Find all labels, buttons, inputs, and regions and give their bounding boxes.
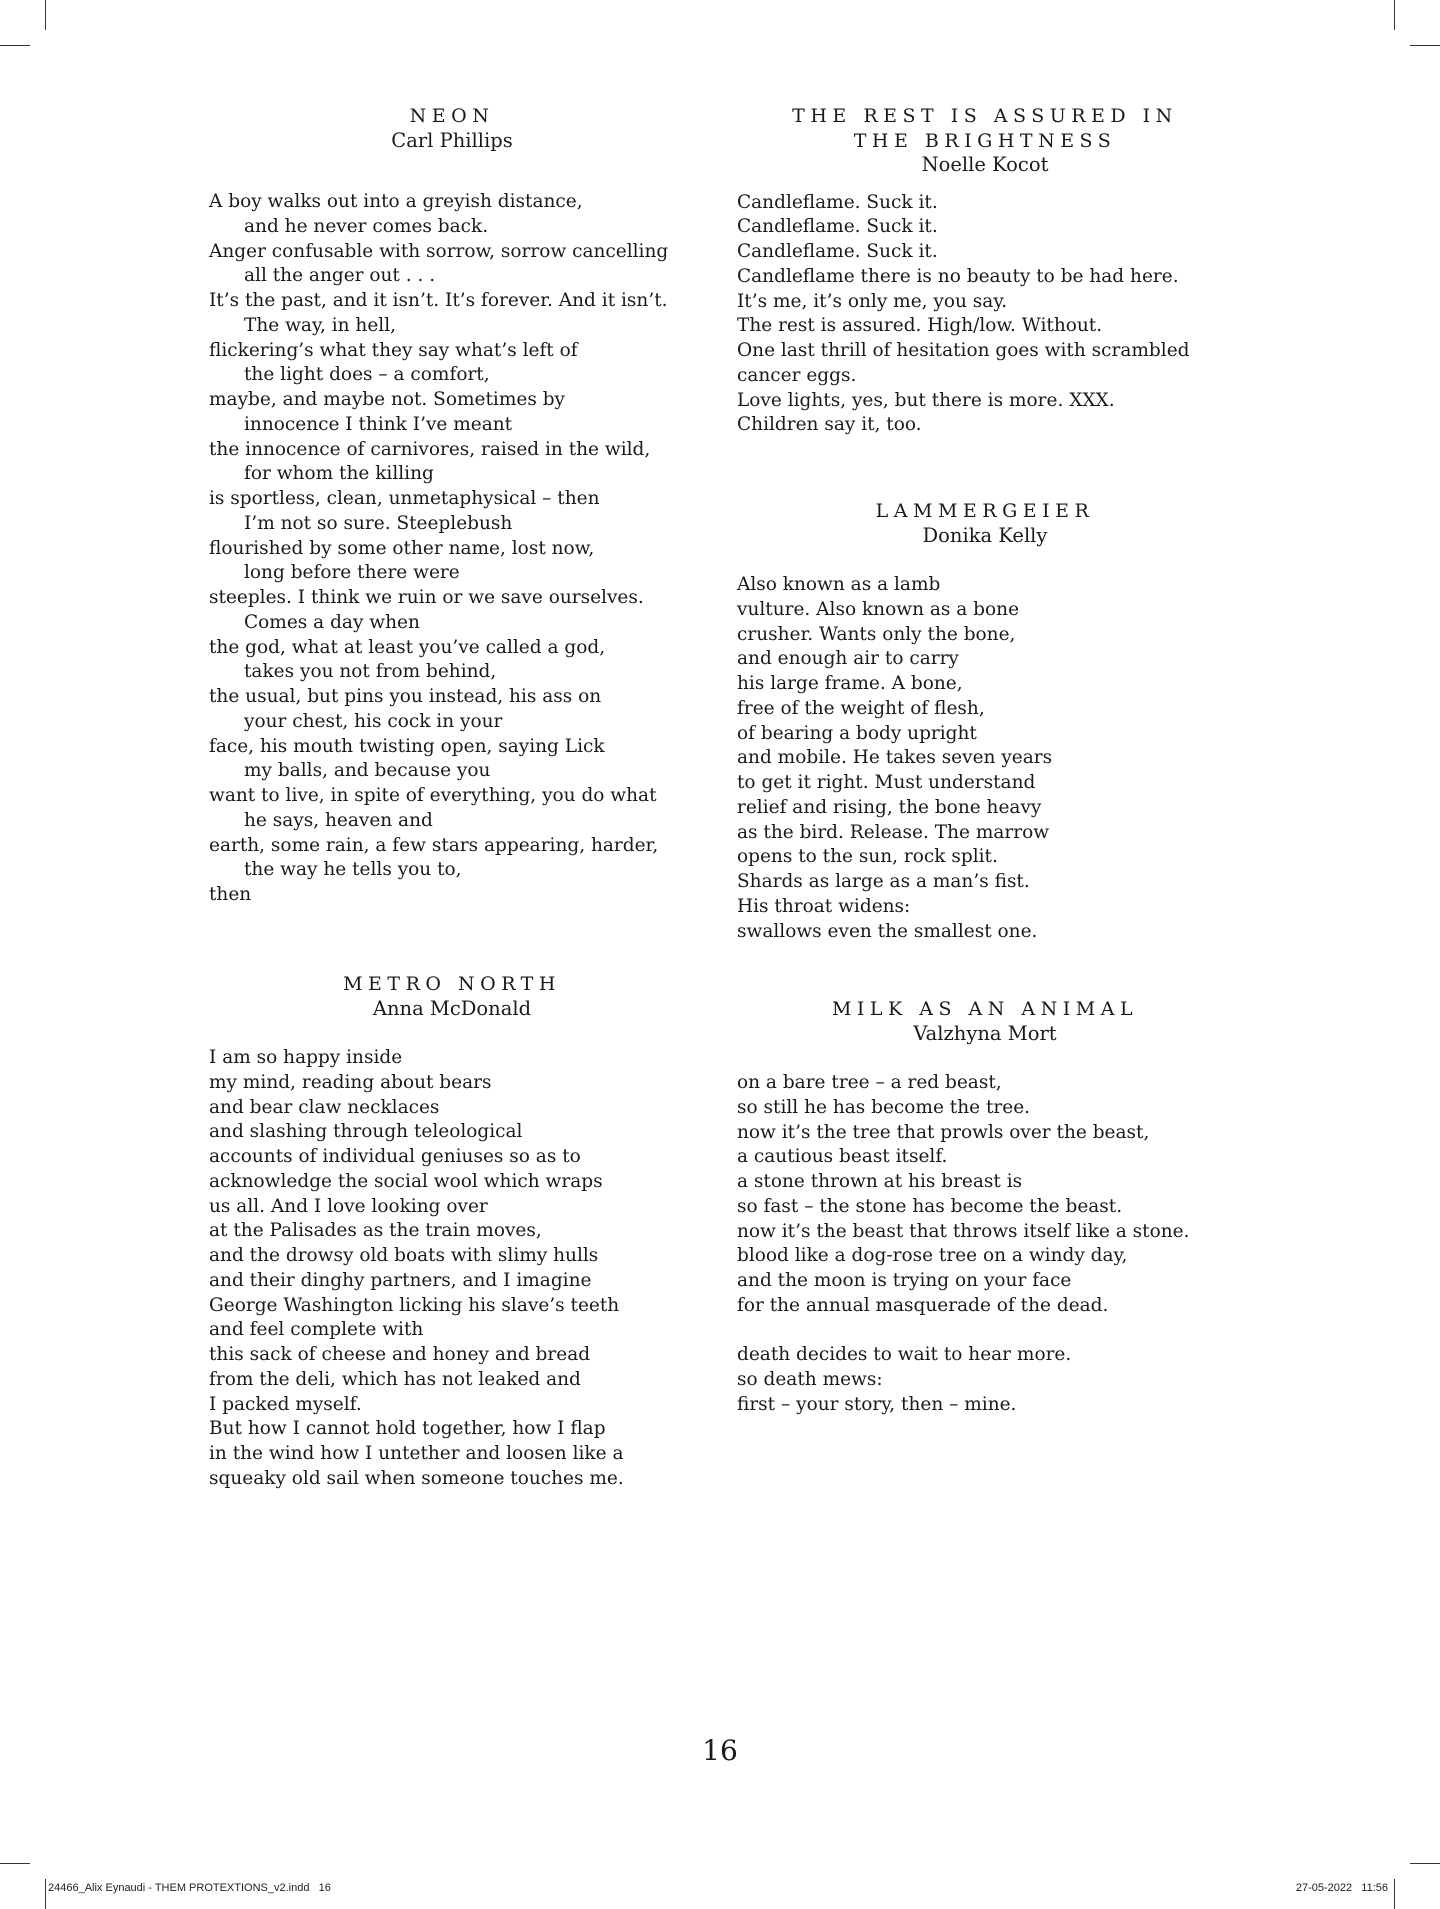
poem-line: I’m not so sure. Steeplebush: [244, 512, 513, 534]
poem-line: Candleflame. Suck it.: [737, 191, 938, 213]
poem-header: [737, 104, 1233, 178]
poem-line: and he never comes back.: [244, 215, 489, 237]
poem-line: long before there were: [244, 562, 460, 584]
poem-line: face, his mouth twisting open, saying Lick: [209, 735, 605, 757]
poem-line: Love lights, yes, but there is more. XXX.: [737, 389, 1115, 411]
poem-line: as the bird. Release. The marrow: [737, 821, 1050, 843]
poem-line: a stone thrown at his breast is: [737, 1171, 1023, 1192]
poem-line: at the Palisades as the train moves,: [209, 1220, 542, 1242]
poem-line: vulture. Also known as a bone: [737, 598, 1020, 620]
crop-mark-top-right-vertical: [1394, 0, 1395, 30]
poem-line: this sack of cheese and honey and bread: [209, 1344, 591, 1365]
poem-line: opens to the sun, rock split.: [737, 846, 998, 868]
poem-the-rest-is-assured: [737, 104, 1233, 438]
poem-line: steeples. I think we ruin or we save ourselves.: [209, 587, 644, 608]
poem-line: so death mews:: [737, 1369, 883, 1390]
poem-line: takes you not from behind,: [244, 661, 497, 683]
poem-line: then: [209, 884, 252, 905]
poem-line: now it’s the tree that prowls over the beast,: [737, 1121, 1150, 1143]
poem-line: the innocence of carnivores, raised in the wild,: [209, 438, 651, 460]
poem-line: a cautious beast itself.: [737, 1146, 948, 1168]
poem-line: I am so happy inside: [209, 1047, 403, 1068]
poem-lines: [209, 1046, 700, 1492]
poem-header: [204, 972, 700, 1021]
poem-line: and slashing through teleological: [209, 1121, 523, 1143]
poem-neon: [209, 104, 700, 908]
poem-line: Candleflame. Suck it.: [737, 241, 938, 262]
poem-line: all the anger out . . .: [244, 265, 436, 287]
poem-line: George Washington licking his slave’s teeth: [209, 1294, 620, 1316]
poem-line: A boy walks out into a greyish distance,: [209, 191, 583, 212]
poem-line: free of the weight of flesh,: [737, 697, 985, 719]
poem-title: LAMMERGEIER: [875, 500, 1095, 522]
poem-line: on a bare tree – a red beast,: [737, 1072, 1002, 1093]
poem-line: and feel complete with: [209, 1319, 424, 1341]
poem-author: Noelle Kocot: [921, 153, 1049, 176]
poem-line: is sportless, clean, unmetaphysical – then: [209, 488, 600, 509]
poem-header: [737, 997, 1233, 1046]
poem-author: Carl Phillips: [391, 128, 513, 152]
poem-line: from the deli, which has not leaked and: [209, 1368, 581, 1390]
poem-line: Candleflame. Suck it.: [737, 216, 938, 238]
poem-line: flourished by some other name, lost now,: [209, 537, 595, 559]
poem-line: my balls, and because you: [244, 760, 491, 782]
poem-line: His throat widens:: [737, 895, 911, 917]
poem-line: acknowledge the social wool which wraps: [209, 1170, 603, 1192]
page-number: 16: [702, 1734, 738, 1767]
stanza-break: [737, 1319, 1233, 1344]
poem-title: METRO NORTH: [343, 973, 561, 995]
slug-filename: 24466_Alix Eynaudi - THEM PROTEXTIONS_v2.indd 16: [48, 1882, 331, 1894]
poem-line: accounts of individual geniuses so as to: [209, 1146, 581, 1167]
poem-line: now it’s the beast that throws itself like a stone.: [737, 1220, 1190, 1242]
poem-line: squeaky old sail when someone touches me.: [209, 1467, 624, 1489]
poem-line: your chest, his cock in your: [244, 710, 503, 732]
poem-line: and their dinghy partners, and I imagine: [209, 1269, 592, 1291]
poem-line: It’s the past, and it isn’t. It’s forever. And it isn’t.: [209, 290, 668, 311]
crop-mark-top-left-horizontal: [0, 45, 30, 46]
poem-line: The way, in hell,: [244, 314, 396, 336]
poem-lines: [737, 573, 1233, 944]
poem-line: to get it right. Must understand: [737, 772, 1036, 793]
poem-line: crusher. Wants only the bone,: [737, 623, 1016, 645]
poem-line: his large frame. A bone,: [737, 673, 963, 694]
poem-line: maybe, and maybe not. Sometimes by: [209, 389, 565, 410]
poem-line: Anger confusable with sorrow, sorrow cancelling: [209, 240, 669, 262]
crop-mark-top-left-vertical: [45, 0, 46, 30]
poem-line: cancer eggs.: [737, 364, 857, 386]
crop-mark-top-right-horizontal: [1410, 45, 1440, 46]
poem-line: of bearing a body upright: [737, 722, 977, 744]
poem-line: for whom the killing: [244, 463, 434, 485]
poem-lines: [209, 190, 700, 908]
poem-line: flickering’s what they say what’s left of: [209, 339, 578, 361]
poem-lines: [737, 191, 1233, 439]
poem-line: and bear claw necklaces: [209, 1096, 440, 1118]
poem-title: NEON: [409, 105, 495, 127]
poem-lammergeier: [737, 499, 1233, 944]
poem-lines: [737, 1071, 1233, 1418]
poem-author: Donika Kelly: [922, 523, 1048, 547]
poem-line: blood like a dog-rose tree on a windy day,: [737, 1245, 1128, 1267]
poem-line: us all. And I love looking over: [209, 1195, 488, 1217]
poem-author: Valzhyna Mort: [913, 1021, 1057, 1045]
poem-line: he says, heaven and: [244, 809, 433, 831]
poem-line: One last thrill of hesitation goes with scrambled: [737, 340, 1190, 361]
poem-line: Children say it, too.: [737, 414, 922, 436]
poem-line: It’s me, it’s only me, you say.: [737, 290, 1008, 312]
poem-line: and the moon is trying on your face: [737, 1270, 1072, 1291]
poem-milk-as-an-animal: [737, 997, 1233, 1418]
poem-header: [204, 104, 700, 153]
poem-title: THE REST IS ASSURED IN: [792, 105, 1178, 127]
poem-line: The rest is assured. High/low. Without.: [737, 315, 1103, 337]
poem-line: and the drowsy old boats with slimy hulls: [209, 1245, 599, 1266]
poem-line: Shards as large as a man’s fist.: [737, 871, 1030, 892]
poem-line: for the annual masquerade of the dead.: [737, 1294, 1109, 1316]
poem-author: Anna McDonald: [372, 996, 532, 1020]
poem-line: the light does – a comfort,: [244, 364, 490, 386]
poem-line: and enough air to carry: [737, 648, 959, 670]
crop-mark-bottom-right-horizontal: [1410, 1863, 1440, 1864]
poem-line: innocence I think I’ve meant: [244, 413, 513, 435]
poem-line: want to live, in spite of everything, you do what: [209, 785, 657, 806]
poem-line: death decides to wait to hear more.: [737, 1344, 1072, 1366]
crop-mark-bottom-right-vertical: [1394, 1879, 1395, 1909]
poem-line: the god, what at least you’ve called a god,: [209, 636, 606, 658]
slug-timestamp: 27-05-2022 11:56: [1295, 1882, 1388, 1894]
poem-line: Comes a day when: [244, 611, 420, 633]
poem-line: first – your story, then – mine.: [737, 1393, 1017, 1415]
poem-line: the way he tells you to,: [244, 859, 462, 881]
poem-line: in the wind how I untether and loosen like a: [209, 1443, 624, 1464]
poem-line: Candleflame there is no beauty to be had here.: [737, 265, 1179, 287]
poem-line: so still he has become the tree.: [737, 1096, 1031, 1118]
poem-title-continued: THE BRIGHTNESS: [853, 129, 1117, 152]
poem-line: earth, some rain, a few stars appearing, harder,: [209, 834, 659, 856]
poem-line: the usual, but pins you instead, his ass on: [209, 686, 602, 707]
poem-header: [737, 499, 1233, 548]
poem-metro-north: [209, 972, 700, 1492]
poem-line: and mobile. He takes seven years: [737, 747, 1053, 769]
poem-line: swallows even the smallest one.: [737, 920, 1038, 942]
poem-title: MILK AS AN ANIMAL: [831, 998, 1139, 1020]
crop-mark-bottom-left-horizontal: [0, 1863, 30, 1864]
poem-line: Also known as a lamb: [737, 574, 941, 595]
poem-line: so fast – the stone has become the beast.: [737, 1195, 1123, 1217]
poem-line: my mind, reading about bears: [209, 1071, 492, 1093]
poem-line: But how I cannot hold together, how I flap: [209, 1418, 606, 1440]
poem-line: relief and rising, the bone heavy: [737, 796, 1042, 818]
crop-mark-bottom-left-vertical: [45, 1879, 46, 1909]
poem-line: I packed myself.: [209, 1393, 362, 1415]
